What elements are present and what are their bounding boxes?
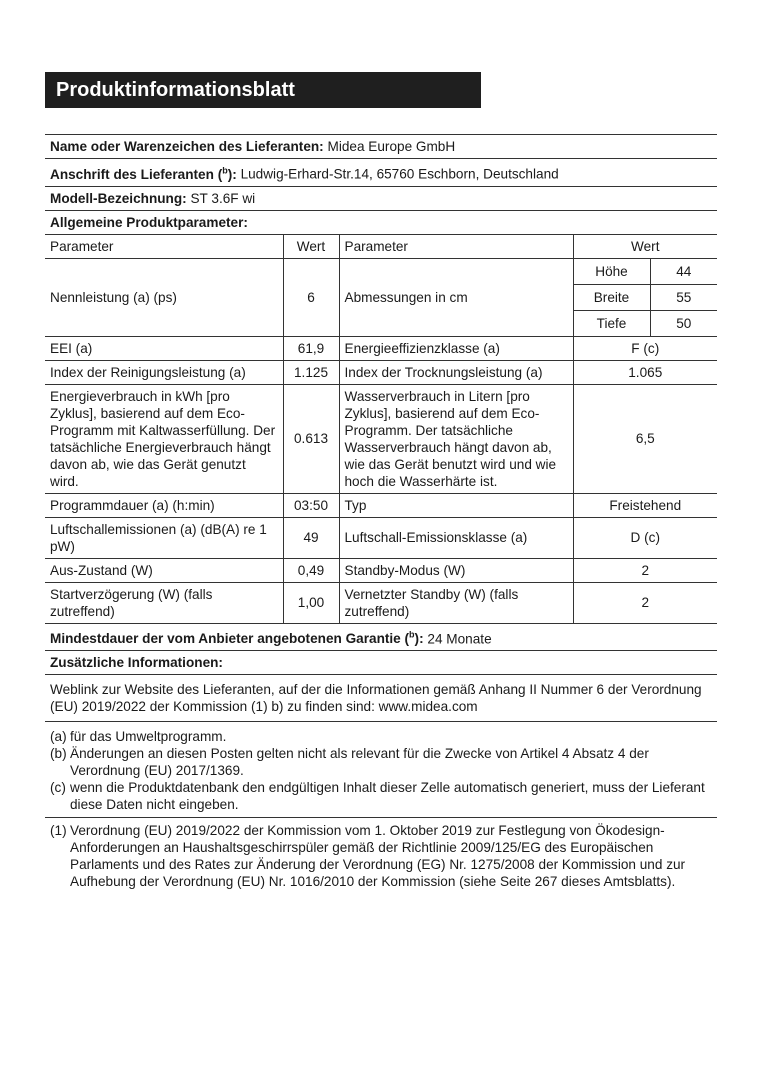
vernetzter-standby-label: Vernetzter Standby (W) (falls zutreffend)	[339, 582, 573, 623]
footnote-item: (a) für das Umweltprogramm.	[50, 729, 227, 744]
zusatz-header-row	[45, 651, 717, 675]
model-value: ST 3.6F wi	[190, 190, 256, 206]
weblink-row	[45, 675, 717, 722]
standby-label: Standby-Modus (W)	[339, 558, 573, 582]
zusatz-header: Zusätzliche Informationen:	[50, 655, 223, 671]
nennleistung-value: 6	[283, 258, 339, 336]
luftschall-value: 49	[283, 517, 339, 558]
reference-note: (1) Verordnung (EU) 2019/2022 der Kommission vom 1. Oktober 2019 zur Festlegung von Ökodesign-Anforderungen an Haushaltsgeschirrspüler gemäß der Richtlinie 2009/125/EG des Europäischen Parlaments und des Rates zur Änderung der Verordnung (EG) Nr. 1275/2008 der Kommission und zur Aufhebung der Verordnung (EU) Nr. 1016/2010 der Kommission (siehe Seite 267 dieses Amtsblatts).	[45, 817, 717, 894]
table-row	[45, 258, 717, 284]
supplier-address-value: Ludwig-Erhard-Str.14, 65760 Eschborn, Deutschland	[240, 166, 559, 182]
trocknung-value: 1.065	[573, 360, 717, 384]
table-row	[45, 517, 717, 558]
table-row	[45, 582, 717, 623]
model-label: Modell-Bezeichnung:	[50, 190, 187, 206]
col-header-param: Parameter	[45, 234, 283, 258]
supplier-name-value: Midea Europe GmbH	[327, 139, 456, 154]
footnote-list	[45, 724, 717, 817]
page-title: Produktinformationsblatt	[45, 72, 481, 108]
typ-value: Freistehend	[573, 493, 717, 517]
tiefe-label: Tiefe	[573, 310, 650, 336]
wasserverbrauch-label: Wasserverbrauch in Litern [pro Zyklus], basierend auf dem Eco-Programm. Der tatsächliche Wasserverbrauch hängt davon ab, wie das Gerät benutzt wird und wie hoch die Wasserhärte ist.	[339, 384, 573, 493]
table-row	[45, 493, 717, 517]
weblink-text: Weblink zur Website des Lieferanten, auf der die Informationen gemäß Anhang II Nummer 6 der Verordnung (EU) 2019/2022 der Kommission (1) b) zu finden sind: www.midea.com	[45, 675, 717, 722]
garantie-label: Mindestdauer der vom Anbieter angebotenen Garantie ($^b$):	[50, 629, 424, 647]
energieverbrauch-value: 0.613	[283, 384, 339, 493]
general-header-row	[45, 210, 717, 234]
hoehe-value: 44	[650, 258, 717, 284]
product-info-table	[45, 134, 717, 722]
supplier-address-row	[45, 159, 717, 187]
column-header-row	[45, 234, 717, 258]
trocknung-label: Index der Trocknungsleistung (a)	[339, 360, 573, 384]
col-header-value2: Wert	[573, 234, 717, 258]
standby-value: 2	[573, 558, 717, 582]
garantie-row	[45, 623, 717, 651]
eei-value: 61,9	[283, 336, 339, 360]
vernetzter-standby-value: 2	[573, 582, 717, 623]
tiefe-value: 50	[650, 310, 717, 336]
supplier-address-label: Anschrift des Lieferanten ($^b$):	[50, 165, 237, 182]
breite-value: 55	[650, 284, 717, 310]
col-header-value: Wert	[283, 234, 339, 258]
aus-zustand-value: 0,49	[283, 558, 339, 582]
table-row	[45, 336, 717, 360]
supplier-name-label: Name oder Warenzeichen des Lieferanten:	[50, 139, 324, 154]
abmessungen-label: Abmessungen in cm	[339, 258, 573, 336]
footnote-item: (b) Änderungen an diesen Posten gelten nicht als relevant für die Zwecke von Artikel 4 Absatz 4 der Verordnung (EU) 2017/1369.	[50, 746, 649, 778]
wasserverbrauch-value: 6,5	[573, 384, 717, 493]
model-row	[45, 186, 717, 210]
luftschall-klasse-label: Luftschall-Emissionsklasse (a)	[339, 517, 573, 558]
table-row	[45, 384, 717, 493]
luftschall-label: Luftschallemissionen (a) (dB(A) re 1 pW)	[45, 517, 283, 558]
hoehe-label: Höhe	[573, 258, 650, 284]
typ-label: Typ	[339, 493, 573, 517]
col-header-param2: Parameter	[339, 234, 573, 258]
startverzoegerung-label: Startverzögerung (W) (falls zutreffend)	[45, 582, 283, 623]
luftschall-klasse-value: D (c)	[573, 517, 717, 558]
breite-label: Breite	[573, 284, 650, 310]
energieeffizienzklasse-label: Energieeffizienzklasse (a)	[339, 336, 573, 360]
reinigung-label: Index der Reinigungsleistung (a)	[45, 360, 283, 384]
footnote-item: (c) wenn die Produktdatenbank den endgültigen Inhalt dieser Zelle automatisch generiert, muss der Lieferant diese Daten nicht eingeben.	[50, 780, 705, 812]
eei-label: EEI (a)	[45, 336, 283, 360]
table-row	[45, 360, 717, 384]
startverzoegerung-value: 1,00	[283, 582, 339, 623]
footnotes	[45, 724, 717, 894]
energieeffizienzklasse-value: F (c)	[573, 336, 717, 360]
supplier-name-row	[45, 135, 717, 159]
nennleistung-label: Nennleistung (a) (ps)	[45, 258, 283, 336]
general-header: Allgemeine Produktparameter:	[50, 214, 248, 230]
reinigung-value: 1.125	[283, 360, 339, 384]
energieverbrauch-label: Energieverbrauch in kWh [pro Zyklus], basierend auf dem Eco-Programm mit Kaltwasserfüllung. Der tatsächliche Energieverbrauch hängt davon ab, wie das Gerät genutzt wird.	[45, 384, 283, 493]
aus-zustand-label: Aus-Zustand (W)	[45, 558, 283, 582]
table-row	[45, 558, 717, 582]
garantie-value: 24 Monate	[427, 631, 492, 647]
programmdauer-label: Programmdauer (a) (h:min)	[45, 493, 283, 517]
programmdauer-value: 03:50	[283, 493, 339, 517]
